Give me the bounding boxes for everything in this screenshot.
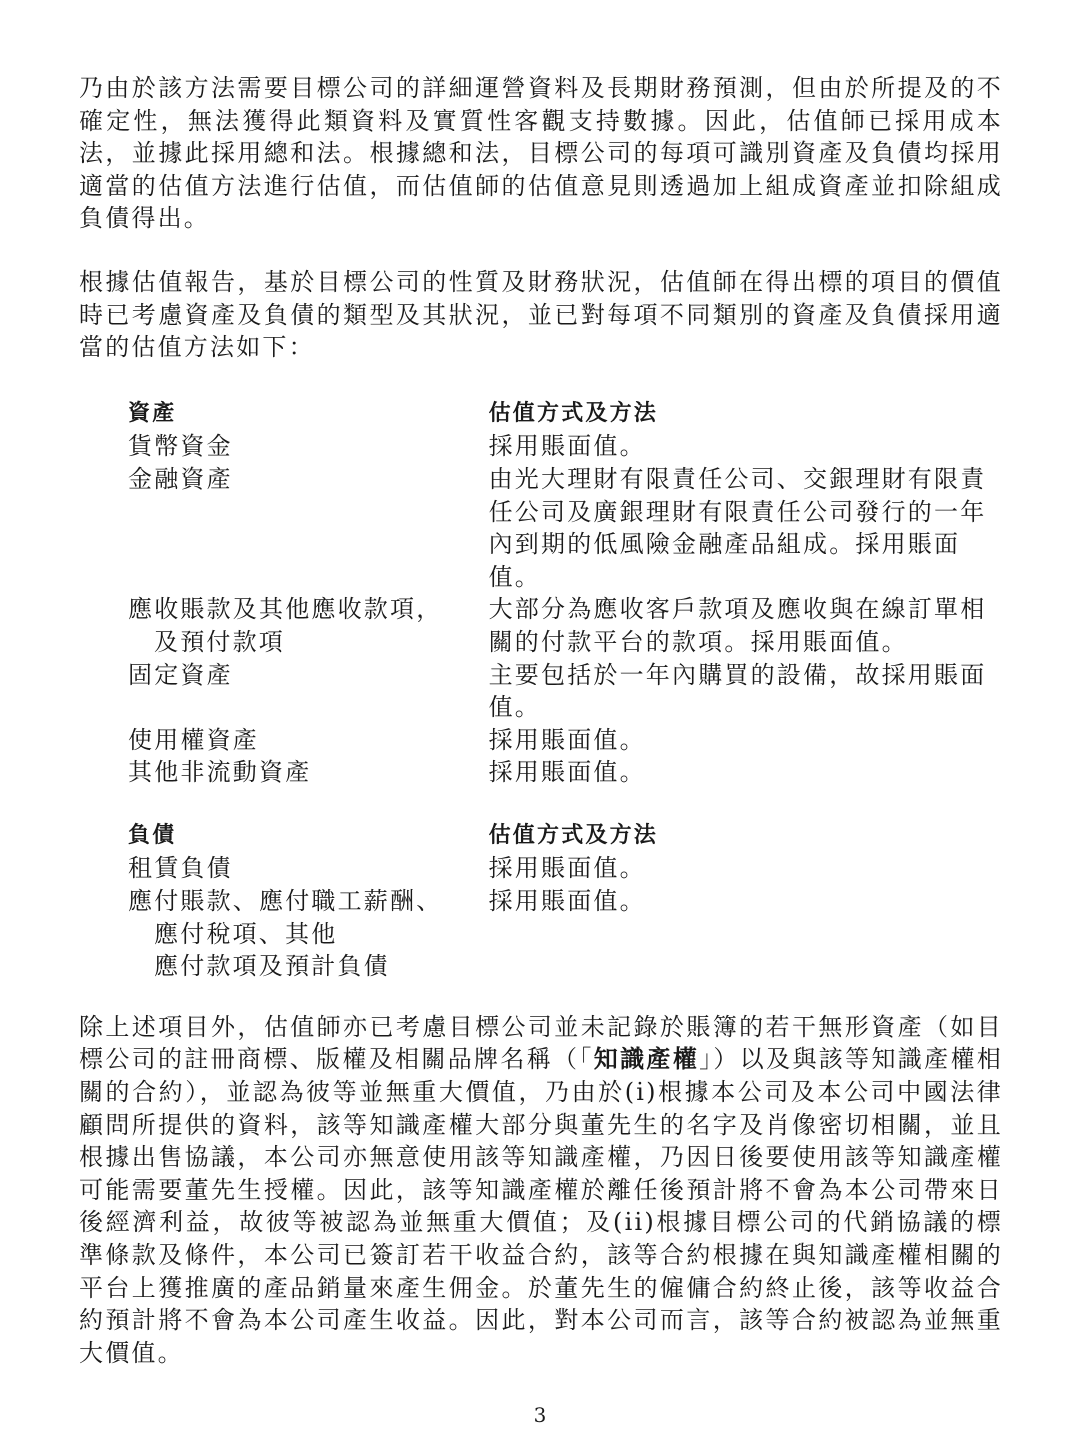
asset-item xyxy=(128,593,489,658)
paragraph-text: 除上述項目外，估值師亦已考慮目標公司並未記錄於賬簿的若干無形資產（如目標公司的註冊商標、版權及相關品牌名稱（「 xyxy=(79,1012,1003,1074)
asset-item: 貨幣資金 xyxy=(128,432,233,461)
asset-method: 主要包括於一年內購買的設備，故採用賬面值。 xyxy=(488,660,987,722)
liability-item-line: 應付賬款、應付職工薪酬、 xyxy=(128,887,443,916)
table-row xyxy=(128,659,1003,724)
liabilities-method-header: 估值方式及方法 xyxy=(488,822,659,848)
paragraph-text: 」）以及與該等知識產權相關的合約），並認為彼等並無重大價值，乃由於(i)根據本公司及本公司中國法律顧問所提供的資料，該等知識產權大部分與董先生的名字及肖像密切相關，並且根據出售協議，本公司亦無意使用該等知識產權，乃因日後要使用該等知識產權可能需要董先生授權。因此，該等知識產權於離任後預計將不會為本公司帶來日後經濟利益，故彼等被認為並無重大價值；及(ii)根據目標公司的代銷協議的標準條款及條件，本公司已簽訂若干收益合約，該等合約根據在與知識產權相關的平台上獲推廣的產品銷量來產生佣金。於董先生的僱傭合約終止後，該等收益合約預計將不會為本公司產生收益。因此，對本公司而言，該等合約被認為並無重大價值。 xyxy=(79,1045,1003,1367)
asset-method: 大部分為應收客戶款項及應收與在線訂單相關的付款平台的款項。採用賬面值。 xyxy=(488,595,987,656)
liability-item: 租賃負債 xyxy=(128,854,233,883)
liability-method: 採用賬面值。 xyxy=(488,887,646,916)
asset-method: 採用賬面值。 xyxy=(488,725,646,754)
asset-method: 採用賬面值。 xyxy=(488,432,646,461)
asset-method: 由光大理財有限責任公司、交銀理財有限責任公司及廣銀理財有限責任公司發行的一年內到期的低風險金融產品組成。採用賬面值。 xyxy=(488,464,987,591)
asset-item: 金融資產 xyxy=(128,464,233,493)
table-row xyxy=(128,885,1003,983)
paragraph-valuation-report: 根據估值報告，基於目標公司的性質及財務狀況，估值師在得出標的項目的價值時已考慮資產及負債的類型及其狀況，並已對每項不同類別的資產及負債採用適當的估值方法如下： xyxy=(79,267,1003,362)
table-row xyxy=(128,430,1003,463)
liability-item xyxy=(128,885,489,983)
asset-item: 固定資產 xyxy=(128,660,233,689)
table-row xyxy=(128,724,1003,757)
liabilities-header: 負債 xyxy=(128,822,177,848)
asset-item: 其他非流動資產 xyxy=(128,758,312,787)
defined-term-ip: 知識產權 xyxy=(593,1045,700,1074)
paragraph-valuation-approach: 乃由於該方法需要目標公司的詳細運營資料及長期財務預測，但由於所提及的不確定性，無法獲得此類資料及實質性客觀支持數據。因此，估值師已採用成本法，並據此採用總和法。根據總和法，目標公司的每項可識別資產及負債均採用適當的估值方法進行估值，而估值師的估值意見則透過加上組成資產並扣除組成負債得出。 xyxy=(79,74,1003,233)
assets-header: 資產 xyxy=(128,400,177,426)
assets-method-header: 估值方式及方法 xyxy=(488,400,659,426)
document-body xyxy=(79,72,1003,1369)
table-row xyxy=(128,852,1003,885)
liability-item-line: 應付稅項、其他 xyxy=(154,919,338,948)
asset-item: 使用權資產 xyxy=(128,725,259,754)
assets-valuation-table xyxy=(128,398,1003,983)
paragraph-intangible-assets xyxy=(79,1011,1003,1370)
asset-method: 採用賬面值。 xyxy=(488,758,646,787)
table-row xyxy=(128,756,1003,789)
liability-method: 採用賬面值。 xyxy=(488,854,646,883)
table-row xyxy=(128,593,1003,658)
page-number: 3 xyxy=(533,1403,547,1427)
asset-item-line: 應收賬款及其他應收款項， xyxy=(128,595,443,624)
table-row xyxy=(128,463,1003,593)
liability-item-line: 應付款項及預計負債 xyxy=(154,952,390,981)
asset-item-line: 及預付款項 xyxy=(154,627,285,656)
